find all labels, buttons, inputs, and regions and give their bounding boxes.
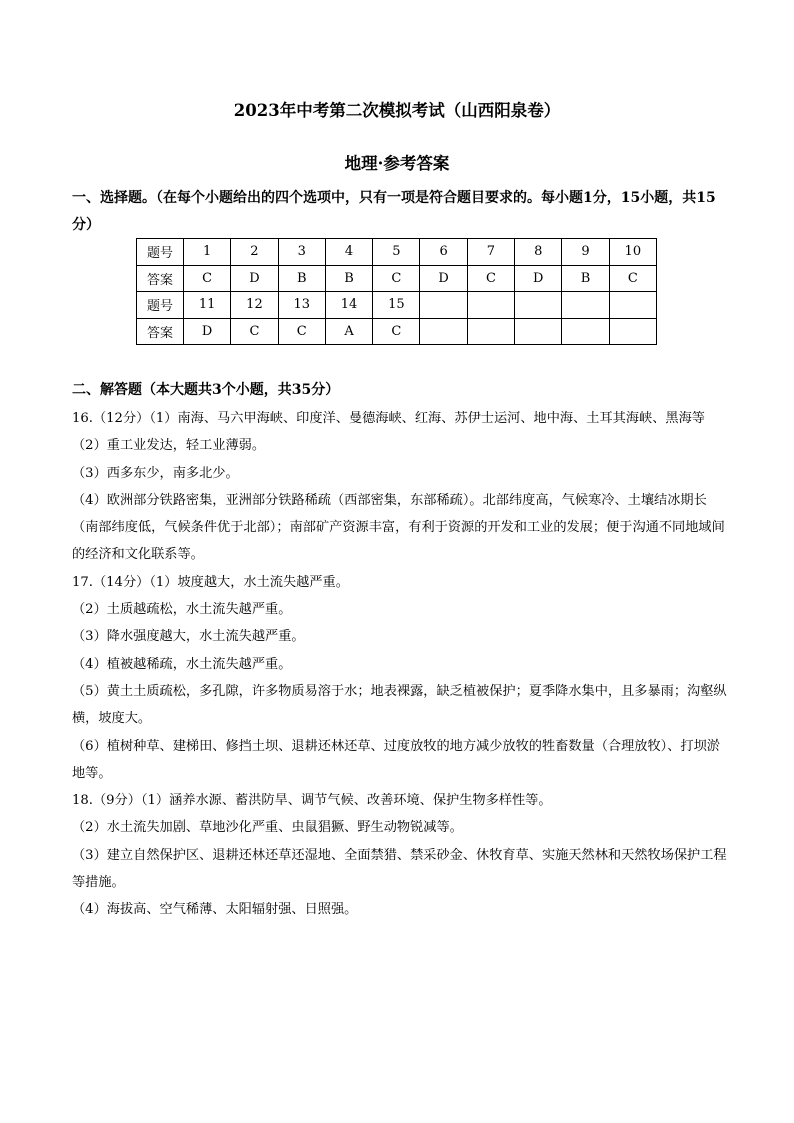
table-cell xyxy=(420,318,467,345)
table-cell: D xyxy=(184,318,231,345)
answer-table xyxy=(136,238,657,345)
answer-line: （3）建立自然保护区、退耕还林还草还湿地、全面禁猎、禁采砂金、休牧育草、实施天然林和天然牧场保护工程等措施。 xyxy=(72,847,727,891)
table-row-label: 题号 xyxy=(137,239,184,266)
answer-line: （2）水土流失加剧、草地沙化严重、虫鼠猖獗、野生动物锐减等。 xyxy=(72,820,463,836)
table-cell xyxy=(467,292,514,319)
table-row xyxy=(137,239,657,266)
answers-body xyxy=(72,405,728,924)
table-row xyxy=(137,318,657,345)
answer-line: （3）降水强度越大，水土流失越严重。 xyxy=(72,629,305,645)
document-title: 2023年中考第二次模拟考试（山西阳泉卷） xyxy=(233,101,561,120)
table-cell: D xyxy=(231,265,278,292)
table-cell: C xyxy=(231,318,278,345)
answer-line: 16.（12分）（1）南海、马六甲海峡、印度洋、曼德海峡、红海、苏伊士运河、地中海、土耳其海峡、黑海等 xyxy=(72,411,705,426)
table-cell: 3 xyxy=(278,239,325,266)
table-cell xyxy=(562,292,609,319)
table-cell: C xyxy=(373,265,420,292)
table-row-label: 题号 xyxy=(137,292,184,319)
table-cell: 15 xyxy=(373,292,420,319)
table-cell: C xyxy=(373,318,420,345)
table-cell: 14 xyxy=(325,292,372,319)
table-cell: A xyxy=(325,318,372,345)
table-cell: B xyxy=(325,265,372,292)
table-cell: 11 xyxy=(184,292,231,319)
table-cell: D xyxy=(515,265,562,292)
table-cell: 4 xyxy=(325,239,372,266)
table-cell: 10 xyxy=(609,239,656,266)
table-cell: 9 xyxy=(562,239,609,266)
table-cell: 5 xyxy=(373,239,420,266)
section1-heading: 一、选择题。（在每个小题给出的四个选项中，只有一项是符合题目要求的。每小题1分，15小题，共15分） xyxy=(72,190,716,233)
table-cell: C xyxy=(184,265,231,292)
table-cell: D xyxy=(420,265,467,292)
table-cell: B xyxy=(278,265,325,292)
table-cell: 12 xyxy=(231,292,278,319)
table-row xyxy=(137,292,657,319)
document-subtitle: 地理·参考答案 xyxy=(344,154,450,173)
table-cell: C xyxy=(467,265,514,292)
table-cell xyxy=(609,318,656,345)
table-row-label: 答案 xyxy=(137,318,184,345)
table-cell xyxy=(609,292,656,319)
table-cell xyxy=(515,318,562,345)
answer-line: 17.（14分）（1）坡度越大，水土流失越严重。 xyxy=(72,574,349,590)
answer-line: （6）植树种草、建梯田、修挡土坝、退耕还林还草、过度放牧的地方减少放牧的牲畜数量（合理放牧）、打坝淤地等。 xyxy=(72,738,720,781)
answer-line: （2）重工业发达，轻工业薄弱。 xyxy=(72,438,266,454)
answer-line: （4）植被越稀疏，水土流失越严重。 xyxy=(72,656,292,672)
table-cell xyxy=(562,318,609,345)
table-cell: C xyxy=(278,318,325,345)
section2-heading: 二、解答题（本大题共3个小题，共35分） xyxy=(72,382,340,398)
table-cell: 7 xyxy=(467,239,514,266)
table-row xyxy=(137,265,657,292)
answer-line: 18.（9分）（1）涵养水源、蓄洪防旱、调节气候、改善环境、保护生物多样性等。 xyxy=(72,793,552,809)
table-cell xyxy=(515,292,562,319)
table-cell: B xyxy=(562,265,609,292)
answer-line: （5）黄土土质疏松，多孔隙，许多物质易溶于水；地表裸露，缺乏植被保护；夏季降水集中，且多暴雨；沟壑纵横，坡度大。 xyxy=(72,683,727,727)
table-row-label: 答案 xyxy=(137,265,184,292)
table-cell: 2 xyxy=(231,239,278,266)
table-cell: C xyxy=(609,265,656,292)
answer-line: （4）欧洲部分铁路密集，亚洲部分铁路稀疏（西部密集，东部稀疏）。北部纬度高，气候寒冷、土壤结冰期长（南部纬度低，气候条件优于北部）；南部矿产资源丰富，有利于资源的开发和工业的发展；便于沟通不同地域间的经济和文化联系等。 xyxy=(72,492,725,563)
table-cell xyxy=(467,318,514,345)
table-cell: 13 xyxy=(278,292,325,319)
table-cell: 8 xyxy=(515,239,562,266)
table-cell xyxy=(420,292,467,319)
answer-line: （3）西多东少，南多北少。 xyxy=(72,465,239,481)
table-cell: 6 xyxy=(420,239,467,266)
table-cell: 1 xyxy=(184,239,231,266)
answer-line: （4）海拔高、空气稀薄、太阳辐射强、日照强。 xyxy=(72,902,358,918)
answer-line: （2）土质越疏松，水土流失越严重。 xyxy=(72,602,292,618)
